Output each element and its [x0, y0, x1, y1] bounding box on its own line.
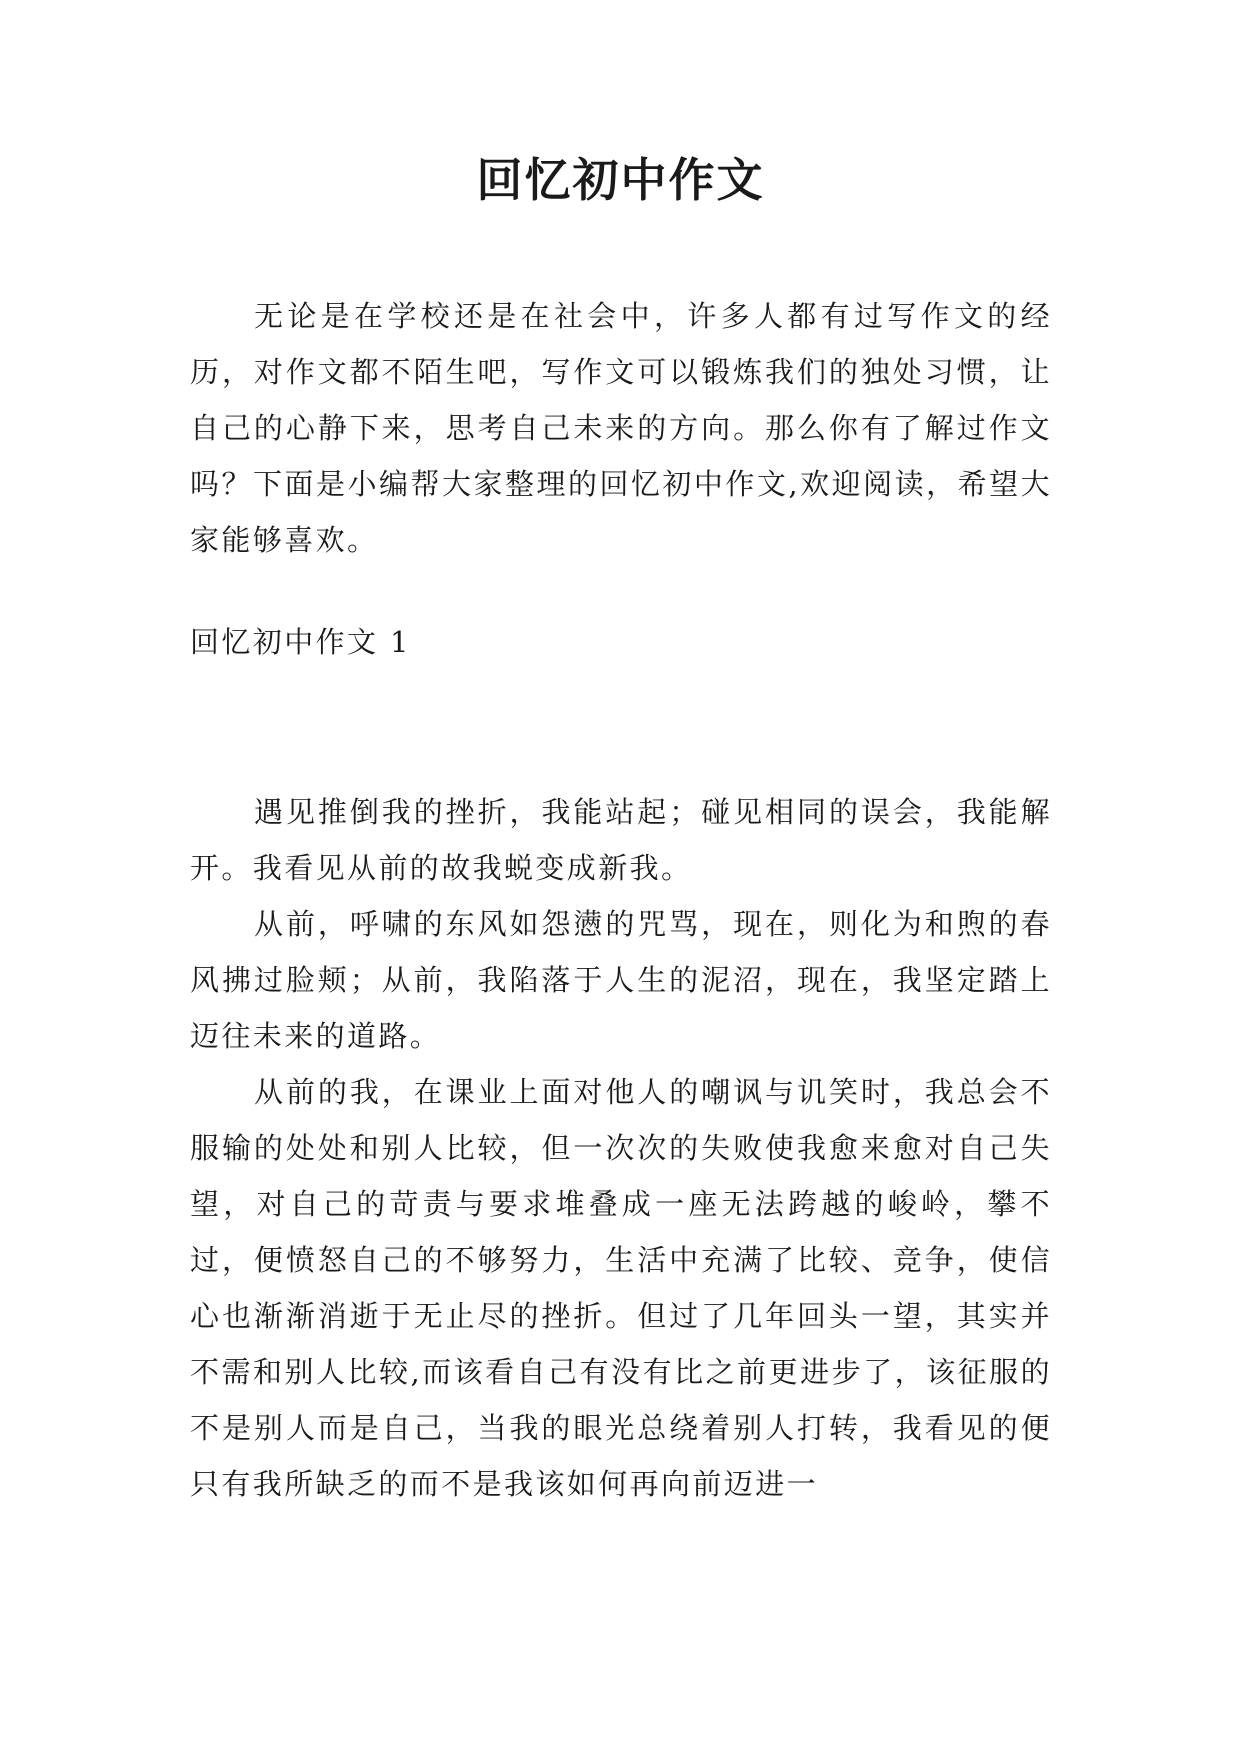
document-title: 回忆初中作文	[476, 153, 765, 207]
body-paragraph: 遇见推倒我的挫折，我能站起；碰见相同的误会，我能解开。我看见从前的故我蜕变成新我。	[190, 795, 1052, 885]
intro-paragraph: 无论是在学校还是在社会中，许多人都有过写作文的经历，对作文都不陌生吧，写作文可以锻炼我们的独处习惯，让自己的心静下来，思考自己未来的方向。那么你有了解过作文吗？下面是小编帮大家整理的回忆初中作文,欢迎阅读，希望大家能够喜欢。	[190, 299, 1052, 557]
body-paragraph: 从前，呼啸的东风如怨懑的咒骂，现在，则化为和煦的春风拂过脸颊；从前，我陷落于人生的泥沼，现在，我坚定踏上迈往未来的道路。	[190, 907, 1052, 1053]
body-paragraph: 从前的我，在课业上面对他人的嘲讽与讥笑时，我总会不服输的处处和别人比较，但一次次的失败使我愈来愈对自己失望，对自己的苛责与要求堆叠成一座无法跨越的峻岭，攀不过，便愤怒自己的不够努力，生活中充满了比较、竞争，使信心也渐渐消逝于无止尽的挫折。但过了几年回头一望，其实并不需和别人比较,而该看自己有没有比之前更进步了，该征服的不是别人而是自己，当我的眼光总绕着别人打转，我看见的便只有我所缺乏的而不是我该如何再向前迈进一	[190, 1075, 1052, 1501]
document-body	[190, 288, 1052, 1512]
section-heading: 回忆初中作文 1	[190, 625, 411, 659]
